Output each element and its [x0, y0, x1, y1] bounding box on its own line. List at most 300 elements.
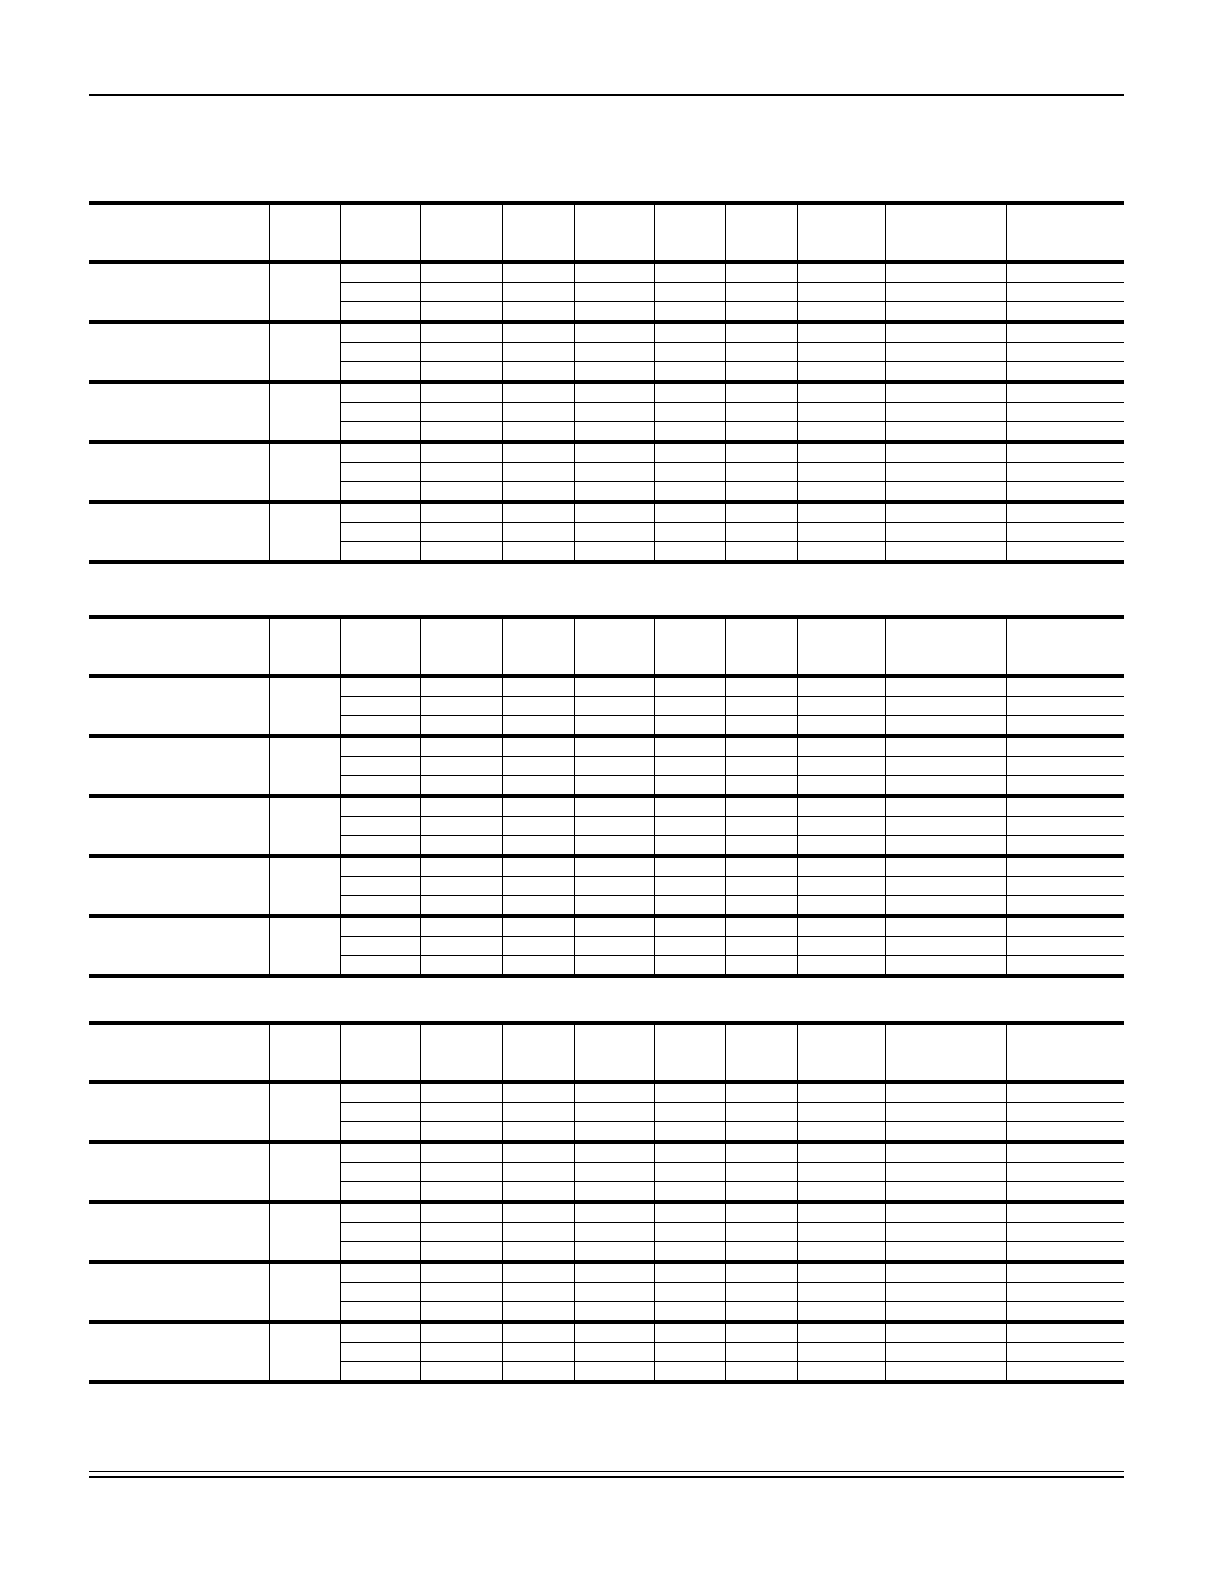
- group-label-cell: [89, 382, 269, 442]
- data-cell: [654, 817, 725, 836]
- data-cell: [502, 343, 574, 362]
- data-cell: [502, 463, 574, 482]
- data-cell: [420, 916, 502, 937]
- group-label-cell: [89, 856, 269, 916]
- data-cell: [797, 302, 885, 323]
- data-cell: [420, 1283, 502, 1302]
- footer-rule-thin: [89, 1471, 1124, 1472]
- data-cell: [654, 1242, 725, 1263]
- header-cell: [725, 1023, 797, 1082]
- data-cell: [574, 757, 654, 776]
- data-cell: [725, 1163, 797, 1182]
- data-cell: [502, 916, 574, 937]
- data-cell: [885, 283, 1006, 302]
- data-cell: [340, 757, 420, 776]
- data-cell: [502, 836, 574, 857]
- data-cell: [797, 1262, 885, 1283]
- data-cell: [885, 1163, 1006, 1182]
- data-cell: [1006, 1302, 1124, 1323]
- data-cell: [340, 1362, 420, 1383]
- data-cell: [574, 1362, 654, 1383]
- data-cell: [574, 956, 654, 977]
- data-cell: [725, 1343, 797, 1362]
- data-cell: [885, 442, 1006, 463]
- data-cell: [574, 1142, 654, 1163]
- group-sub-cell: [269, 856, 340, 916]
- data-cell: [797, 1142, 885, 1163]
- data-cell: [797, 1103, 885, 1122]
- data-cell: [502, 502, 574, 523]
- data-cell: [885, 542, 1006, 563]
- data-cell: [797, 937, 885, 956]
- data-cell: [725, 1122, 797, 1143]
- header-cell: [885, 617, 1006, 676]
- data-cell: [654, 1122, 725, 1143]
- data-cell: [654, 482, 725, 503]
- data-cell: [885, 1082, 1006, 1103]
- data-cell: [1006, 382, 1124, 403]
- data-cell: [725, 302, 797, 323]
- data-cell: [885, 1322, 1006, 1343]
- data-cell: [574, 676, 654, 697]
- data-cell: [725, 262, 797, 283]
- data-cell: [885, 1122, 1006, 1143]
- data-cell: [420, 1082, 502, 1103]
- data-cell: [340, 877, 420, 896]
- data-cell: [654, 523, 725, 542]
- data-cell: [885, 463, 1006, 482]
- data-cell: [797, 523, 885, 542]
- data-cell: [574, 283, 654, 302]
- data-cell: [654, 1103, 725, 1122]
- data-cell: [885, 1103, 1006, 1122]
- data-cell: [340, 1202, 420, 1223]
- data-cell: [1006, 322, 1124, 343]
- data-cell: [1006, 796, 1124, 817]
- data-cell: [574, 1182, 654, 1203]
- data-cell: [340, 262, 420, 283]
- data-cell: [340, 442, 420, 463]
- data-cell: [340, 796, 420, 817]
- data-cell: [1006, 1283, 1124, 1302]
- data-cell: [654, 796, 725, 817]
- data-cell: [502, 937, 574, 956]
- data-cell: [340, 937, 420, 956]
- blank-table-1: [89, 201, 1124, 564]
- data-cell: [654, 1322, 725, 1343]
- data-cell: [1006, 716, 1124, 737]
- table-row: [89, 1202, 1124, 1223]
- data-cell: [885, 776, 1006, 797]
- data-cell: [1006, 1202, 1124, 1223]
- data-cell: [797, 1082, 885, 1103]
- data-cell: [1006, 877, 1124, 896]
- data-cell: [420, 1202, 502, 1223]
- group-label-cell: [89, 916, 269, 976]
- data-cell: [340, 1142, 420, 1163]
- data-cell: [797, 757, 885, 776]
- data-cell: [725, 1362, 797, 1383]
- data-cell: [340, 676, 420, 697]
- data-cell: [885, 1302, 1006, 1323]
- data-cell: [797, 697, 885, 716]
- data-cell: [725, 817, 797, 836]
- header-cell: [654, 203, 725, 262]
- data-cell: [340, 1122, 420, 1143]
- data-cell: [340, 362, 420, 383]
- data-cell: [420, 322, 502, 343]
- header-cell: [654, 1023, 725, 1082]
- data-cell: [502, 796, 574, 817]
- header-cell: [725, 617, 797, 676]
- group-sub-cell: [269, 1262, 340, 1322]
- data-cell: [1006, 1122, 1124, 1143]
- table-row: [89, 322, 1124, 343]
- data-cell: [340, 697, 420, 716]
- data-cell: [654, 757, 725, 776]
- data-cell: [1006, 403, 1124, 422]
- table-row: [89, 442, 1124, 463]
- data-cell: [502, 1223, 574, 1242]
- data-cell: [502, 1242, 574, 1263]
- header-cell: [89, 617, 269, 676]
- header-cell: [654, 617, 725, 676]
- group-sub-cell: [269, 1322, 340, 1382]
- data-cell: [420, 1103, 502, 1122]
- data-cell: [574, 482, 654, 503]
- group-sub-cell: [269, 796, 340, 856]
- data-cell: [725, 937, 797, 956]
- data-cell: [574, 422, 654, 443]
- data-cell: [1006, 262, 1124, 283]
- data-cell: [797, 1322, 885, 1343]
- data-cell: [654, 502, 725, 523]
- data-cell: [574, 502, 654, 523]
- data-cell: [502, 283, 574, 302]
- data-cell: [654, 1283, 725, 1302]
- data-cell: [885, 697, 1006, 716]
- data-cell: [797, 1122, 885, 1143]
- header-row: [89, 617, 1124, 676]
- data-cell: [885, 1343, 1006, 1362]
- data-cell: [420, 1223, 502, 1242]
- data-cell: [797, 262, 885, 283]
- group-label-cell: [89, 1262, 269, 1322]
- data-cell: [654, 896, 725, 917]
- data-cell: [574, 1103, 654, 1122]
- data-cell: [885, 1223, 1006, 1242]
- data-cell: [340, 1182, 420, 1203]
- data-cell: [725, 1322, 797, 1343]
- data-cell: [797, 1343, 885, 1362]
- header-cell: [420, 203, 502, 262]
- data-cell: [340, 896, 420, 917]
- data-cell: [885, 716, 1006, 737]
- data-cell: [502, 1202, 574, 1223]
- data-cell: [502, 676, 574, 697]
- blank-table-3: [89, 1021, 1124, 1384]
- data-cell: [340, 716, 420, 737]
- data-cell: [725, 916, 797, 937]
- data-cell: [654, 937, 725, 956]
- data-cell: [797, 1283, 885, 1302]
- data-cell: [420, 676, 502, 697]
- header-cell: [885, 203, 1006, 262]
- data-cell: [420, 262, 502, 283]
- data-cell: [885, 302, 1006, 323]
- data-cell: [1006, 937, 1124, 956]
- data-cell: [654, 362, 725, 383]
- data-cell: [654, 1343, 725, 1362]
- data-cell: [340, 403, 420, 422]
- data-cell: [502, 877, 574, 896]
- data-cell: [797, 796, 885, 817]
- data-cell: [340, 1163, 420, 1182]
- data-cell: [340, 322, 420, 343]
- data-cell: [420, 1302, 502, 1323]
- header-cell: [89, 203, 269, 262]
- data-cell: [654, 322, 725, 343]
- data-cell: [574, 1122, 654, 1143]
- table-row: [89, 382, 1124, 403]
- footer-rule-thick: [89, 1476, 1124, 1478]
- data-cell: [654, 736, 725, 757]
- data-cell: [885, 523, 1006, 542]
- table-row: [89, 676, 1124, 697]
- group-sub-cell: [269, 916, 340, 976]
- data-cell: [1006, 956, 1124, 977]
- data-cell: [725, 502, 797, 523]
- data-cell: [885, 362, 1006, 383]
- data-cell: [420, 302, 502, 323]
- data-cell: [502, 1302, 574, 1323]
- data-cell: [1006, 836, 1124, 857]
- data-cell: [654, 1182, 725, 1203]
- header-cell: [269, 203, 340, 262]
- data-cell: [797, 1242, 885, 1263]
- data-cell: [885, 836, 1006, 857]
- header-cell: [420, 617, 502, 676]
- data-cell: [1006, 1223, 1124, 1242]
- data-cell: [654, 676, 725, 697]
- data-cell: [420, 796, 502, 817]
- header-cell: [574, 203, 654, 262]
- data-cell: [340, 956, 420, 977]
- data-cell: [1006, 856, 1124, 877]
- data-cell: [885, 1202, 1006, 1223]
- data-cell: [574, 403, 654, 422]
- data-cell: [420, 343, 502, 362]
- data-cell: [654, 1302, 725, 1323]
- data-cell: [340, 736, 420, 757]
- data-cell: [654, 1163, 725, 1182]
- data-cell: [502, 1343, 574, 1362]
- data-cell: [725, 796, 797, 817]
- data-cell: [725, 442, 797, 463]
- data-cell: [1006, 676, 1124, 697]
- data-cell: [654, 1262, 725, 1283]
- table-row: [89, 1082, 1124, 1103]
- data-cell: [502, 362, 574, 383]
- data-cell: [797, 716, 885, 737]
- data-cell: [654, 442, 725, 463]
- data-cell: [797, 343, 885, 362]
- data-cell: [1006, 1362, 1124, 1383]
- data-cell: [340, 1223, 420, 1242]
- group-label-cell: [89, 736, 269, 796]
- data-cell: [502, 896, 574, 917]
- data-cell: [574, 1302, 654, 1323]
- data-cell: [1006, 1242, 1124, 1263]
- data-cell: [340, 482, 420, 503]
- header-cell: [340, 203, 420, 262]
- data-cell: [574, 736, 654, 757]
- data-cell: [654, 463, 725, 482]
- data-cell: [725, 382, 797, 403]
- data-cell: [502, 442, 574, 463]
- data-cell: [420, 403, 502, 422]
- data-cell: [420, 382, 502, 403]
- data-cell: [1006, 343, 1124, 362]
- group-sub-cell: [269, 1202, 340, 1262]
- data-cell: [725, 362, 797, 383]
- data-cell: [885, 403, 1006, 422]
- group-label-cell: [89, 322, 269, 382]
- table-row: [89, 796, 1124, 817]
- group-sub-cell: [269, 1082, 340, 1142]
- data-cell: [502, 1142, 574, 1163]
- header-cell: [574, 617, 654, 676]
- data-cell: [654, 302, 725, 323]
- data-cell: [340, 422, 420, 443]
- data-cell: [1006, 482, 1124, 503]
- data-cell: [420, 1163, 502, 1182]
- data-cell: [797, 1302, 885, 1323]
- data-cell: [502, 1182, 574, 1203]
- data-cell: [1006, 896, 1124, 917]
- data-cell: [340, 283, 420, 302]
- data-cell: [574, 1262, 654, 1283]
- data-cell: [340, 343, 420, 362]
- group-label-cell: [89, 1082, 269, 1142]
- data-cell: [725, 956, 797, 977]
- data-cell: [797, 422, 885, 443]
- data-cell: [654, 877, 725, 896]
- group-sub-cell: [269, 322, 340, 382]
- data-cell: [340, 1343, 420, 1362]
- data-cell: [797, 1182, 885, 1203]
- data-cell: [1006, 302, 1124, 323]
- data-cell: [340, 463, 420, 482]
- data-cell: [797, 836, 885, 857]
- data-cell: [654, 1362, 725, 1383]
- data-cell: [1006, 736, 1124, 757]
- data-cell: [502, 382, 574, 403]
- data-cell: [502, 776, 574, 797]
- group-sub-cell: [269, 676, 340, 736]
- data-cell: [797, 817, 885, 836]
- group-label-cell: [89, 1322, 269, 1382]
- data-cell: [1006, 1322, 1124, 1343]
- data-cell: [725, 283, 797, 302]
- data-cell: [654, 716, 725, 737]
- data-cell: [502, 817, 574, 836]
- group-sub-cell: [269, 1142, 340, 1202]
- data-cell: [420, 482, 502, 503]
- data-cell: [420, 817, 502, 836]
- data-cell: [797, 856, 885, 877]
- data-cell: [1006, 1142, 1124, 1163]
- data-cell: [654, 697, 725, 716]
- data-cell: [654, 343, 725, 362]
- data-cell: [797, 283, 885, 302]
- data-cell: [502, 1163, 574, 1182]
- data-cell: [725, 1142, 797, 1163]
- data-cell: [574, 1082, 654, 1103]
- data-cell: [340, 502, 420, 523]
- data-cell: [725, 1302, 797, 1323]
- header-cell: [725, 203, 797, 262]
- data-cell: [725, 1182, 797, 1203]
- data-cell: [340, 916, 420, 937]
- group-sub-cell: [269, 502, 340, 562]
- data-cell: [1006, 757, 1124, 776]
- data-cell: [420, 1182, 502, 1203]
- data-cell: [885, 916, 1006, 937]
- data-cell: [420, 1242, 502, 1263]
- data-cell: [574, 836, 654, 857]
- data-cell: [574, 463, 654, 482]
- data-cell: [420, 283, 502, 302]
- group-label-cell: [89, 1142, 269, 1202]
- table-row: [89, 1142, 1124, 1163]
- data-cell: [574, 262, 654, 283]
- data-cell: [574, 856, 654, 877]
- header-cell: [502, 617, 574, 676]
- data-cell: [654, 382, 725, 403]
- data-cell: [725, 716, 797, 737]
- data-cell: [654, 776, 725, 797]
- data-cell: [502, 322, 574, 343]
- data-cell: [340, 1103, 420, 1122]
- data-cell: [502, 956, 574, 977]
- data-cell: [502, 262, 574, 283]
- data-cell: [420, 1122, 502, 1143]
- header-cell: [797, 617, 885, 676]
- data-cell: [797, 916, 885, 937]
- data-cell: [885, 817, 1006, 836]
- data-cell: [725, 1283, 797, 1302]
- data-cell: [1006, 362, 1124, 383]
- data-cell: [885, 956, 1006, 977]
- data-cell: [420, 1322, 502, 1343]
- data-cell: [502, 697, 574, 716]
- data-cell: [885, 1283, 1006, 1302]
- data-cell: [340, 817, 420, 836]
- data-cell: [340, 1302, 420, 1323]
- data-cell: [797, 776, 885, 797]
- data-cell: [654, 283, 725, 302]
- data-cell: [885, 937, 1006, 956]
- data-cell: [885, 757, 1006, 776]
- data-cell: [340, 1283, 420, 1302]
- data-cell: [502, 1262, 574, 1283]
- data-cell: [420, 956, 502, 977]
- data-cell: [885, 856, 1006, 877]
- group-label-cell: [89, 796, 269, 856]
- data-cell: [574, 322, 654, 343]
- data-cell: [885, 382, 1006, 403]
